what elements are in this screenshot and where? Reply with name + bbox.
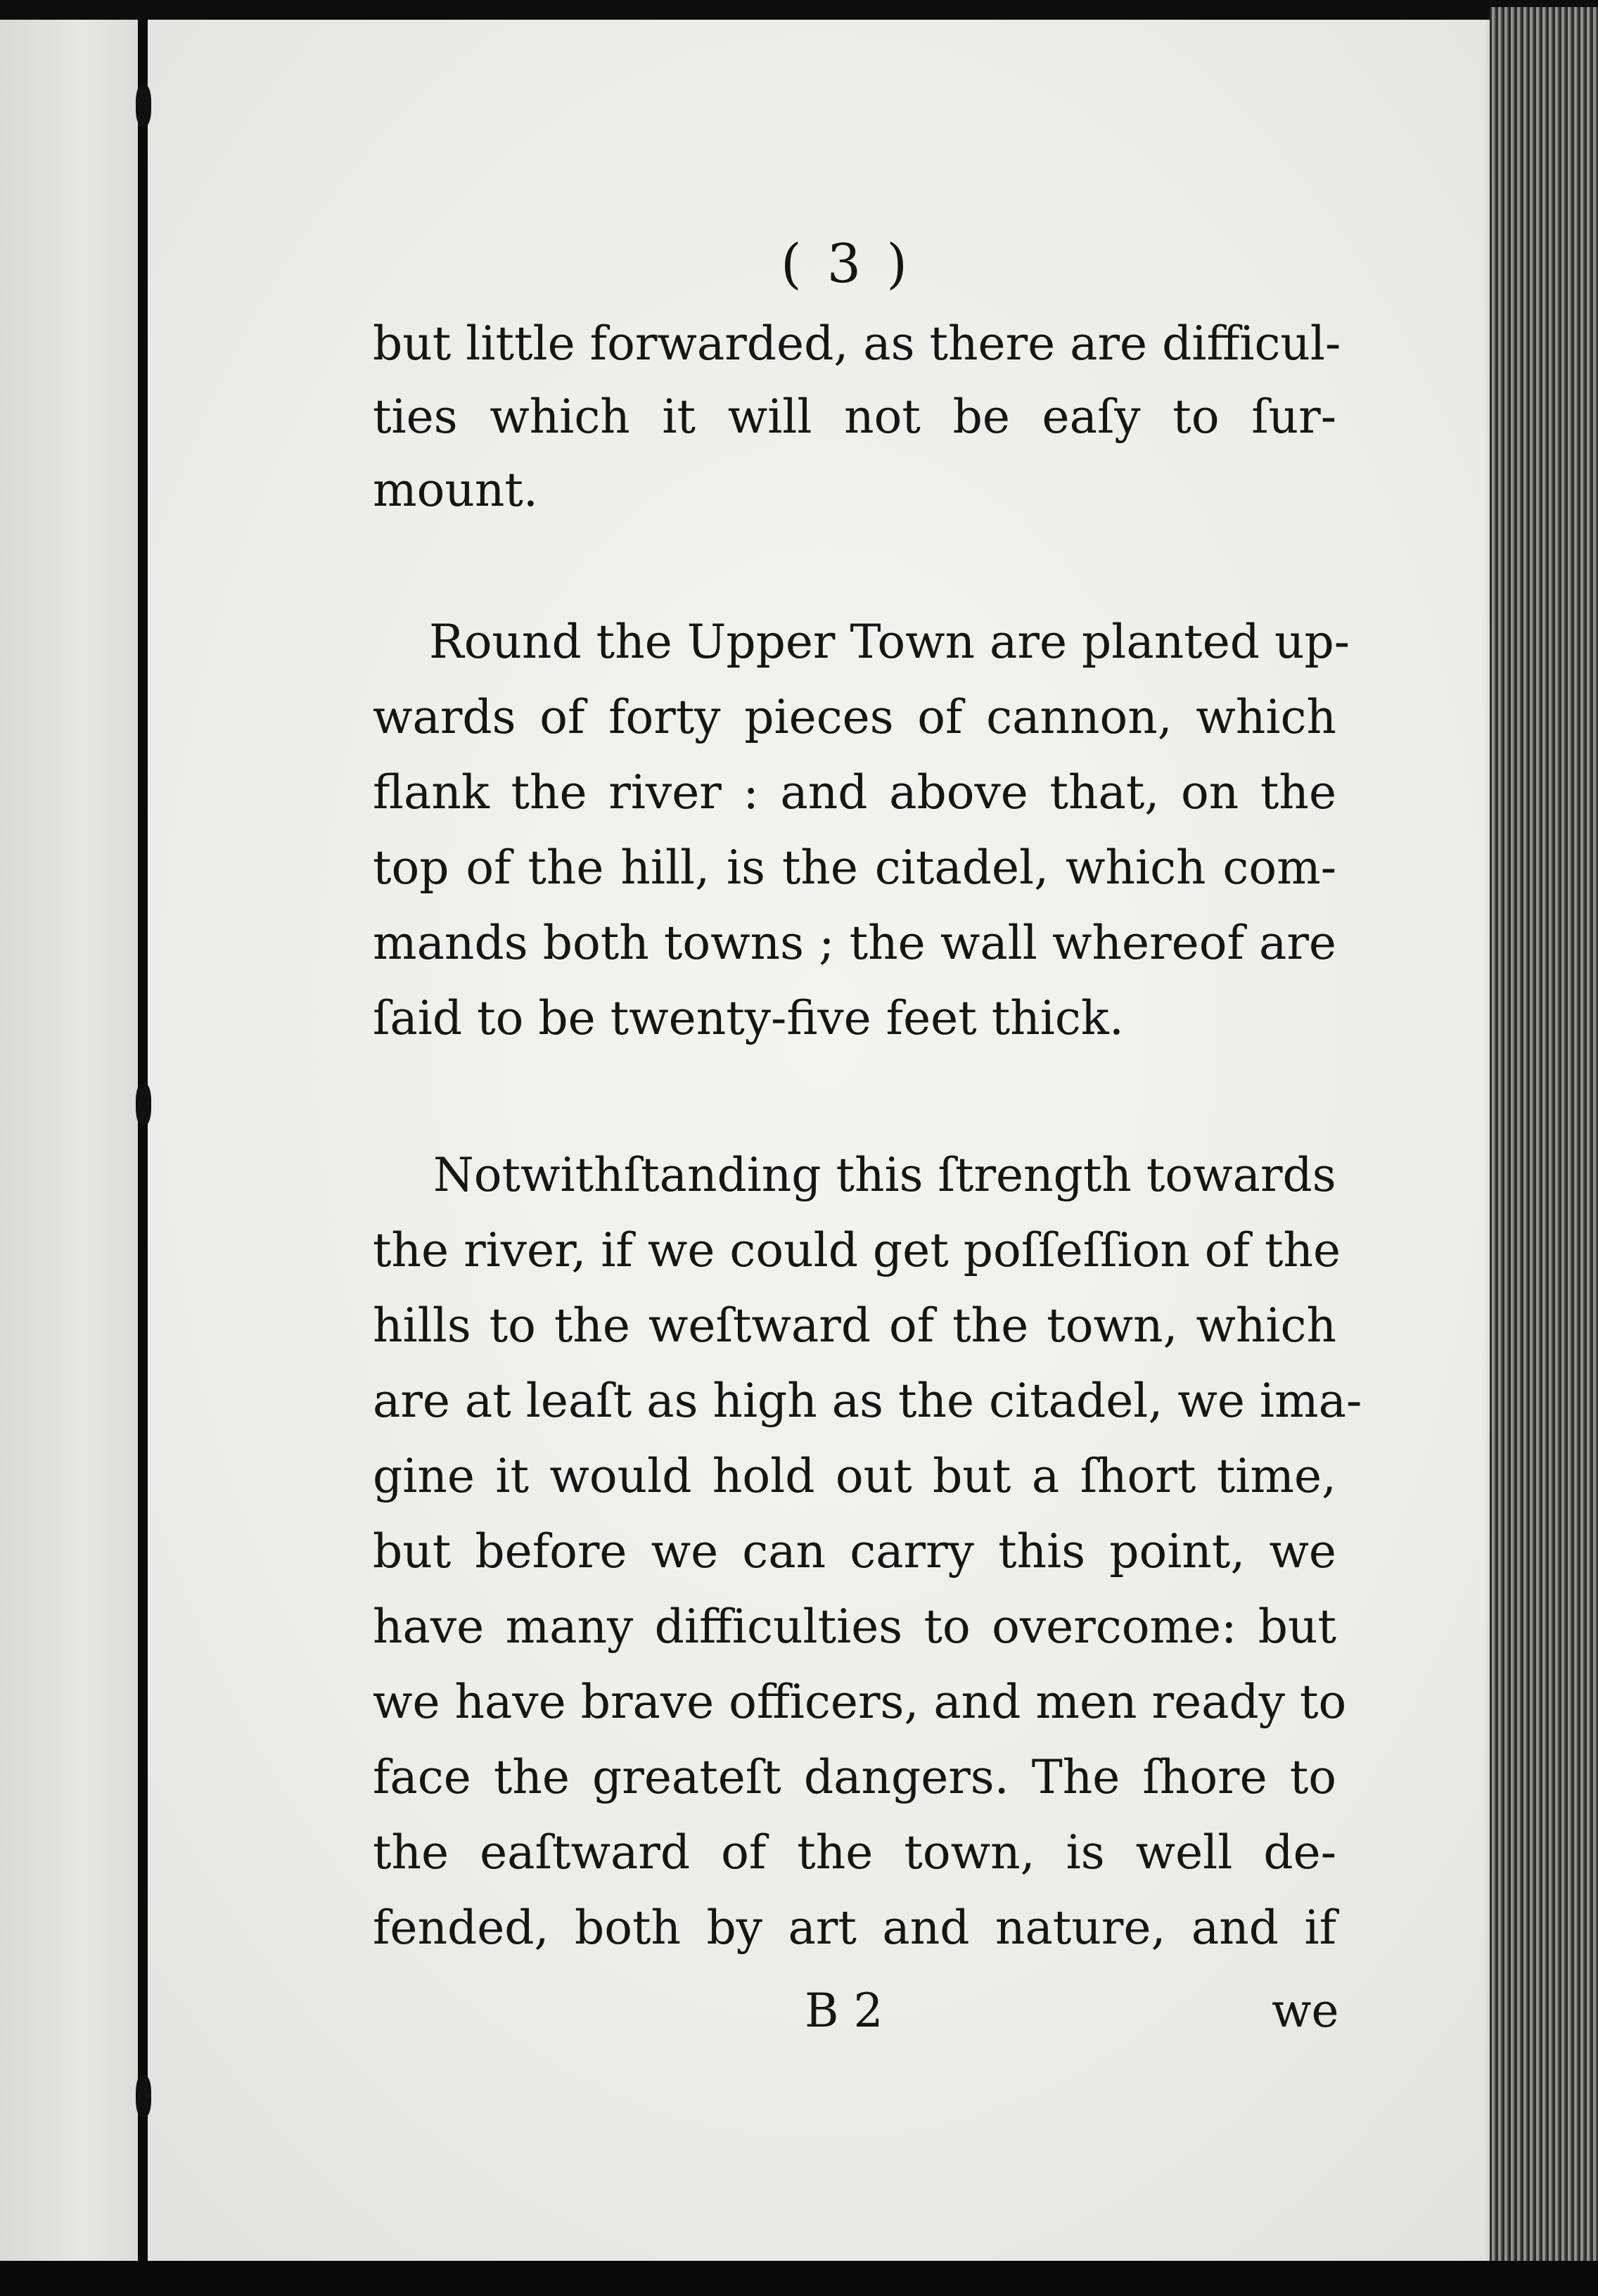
text-line: mount. bbox=[373, 463, 538, 517]
text-line: gine it would hold out but a ſhort time, bbox=[373, 1449, 1336, 1503]
text-line: wards of forty pieces of cannon, which bbox=[373, 690, 1336, 744]
binding-stitch-mark bbox=[136, 1083, 151, 1125]
text-line: ties which it will not be eaſy to ſur- bbox=[373, 390, 1336, 444]
text-line: hills to the weſtward of the town, which bbox=[373, 1299, 1336, 1353]
text-line: flank the river : and above that, on the bbox=[373, 765, 1336, 819]
text-line: the eaſtward of the town, is well de- bbox=[373, 1825, 1336, 1880]
text-line: ſaid to be twenty-five feet thick. bbox=[373, 991, 1124, 1045]
text-line: fended, both by art and nature, and if bbox=[373, 1901, 1336, 1955]
text-line: but before we can carry this point, we bbox=[373, 1524, 1336, 1579]
catchword: we bbox=[1272, 1984, 1339, 2038]
text-line: have many difficulties to overcome: but bbox=[373, 1600, 1336, 1654]
signature-mark: B 2 bbox=[805, 1984, 883, 2038]
scan-border-bottom bbox=[0, 2261, 1598, 2296]
text-line: are at leaſt as high as the citadel, we ima- bbox=[373, 1374, 1362, 1428]
text-line: we have brave officers, and men ready to bbox=[373, 1675, 1347, 1729]
text-line-indented: Notwithſtanding this ſtrength towards bbox=[433, 1148, 1336, 1202]
text-line-indented: Round the Upper Town are planted up- bbox=[429, 615, 1350, 669]
binding-stitch-mark bbox=[136, 84, 151, 127]
facing-page-margin bbox=[0, 20, 138, 2261]
page-edge-stack bbox=[1490, 7, 1598, 2279]
text-line: but little forwarded, as there are difficul- bbox=[373, 317, 1341, 371]
text-line: mands both towns ; the wall whereof are bbox=[373, 916, 1336, 970]
text-line: face the greateſt dangers. The ſhore to bbox=[373, 1750, 1336, 1804]
text-line: the river, if we could get poſſeſſion of the bbox=[373, 1223, 1341, 1277]
binding-gutter bbox=[138, 20, 148, 2261]
page-number-header: ( 3 ) bbox=[781, 232, 912, 295]
text-line: top of the hill, is the citadel, which com- bbox=[373, 841, 1336, 895]
binding-stitch-mark bbox=[136, 2075, 151, 2117]
